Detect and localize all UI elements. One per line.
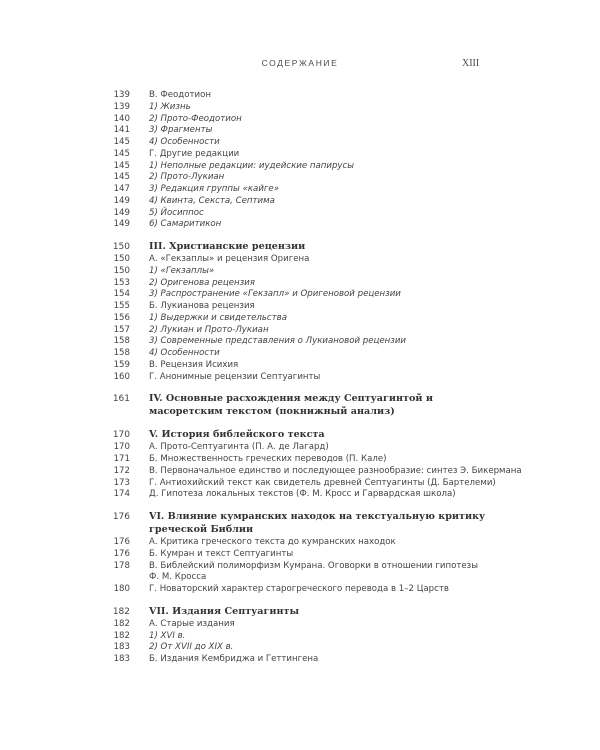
toc-entry [0, 289, 600, 301]
toc-entry [0, 466, 600, 478]
toc-page-number: 170 [113, 442, 130, 453]
toc-title: 2) Лукиан и Прото-Лукиан [149, 324, 269, 335]
toc-page-number: 159 [113, 359, 130, 370]
toc-title: Г. Другие редакции [149, 148, 240, 159]
toc-page-number: 176 [113, 537, 130, 547]
toc-entry [0, 184, 600, 196]
toc-title: Б. Множественность греческих переводов (П. Кале) [149, 454, 387, 464]
toc-page-number: 182 [113, 630, 130, 641]
toc-entry [0, 325, 600, 337]
toc-title: Б. Кумран и текст Септуагинты [149, 548, 294, 559]
toc-title: 2) Прото-Лукиан [149, 172, 225, 183]
toc-title: Г. Антиохийский текст как свидетель древней Септуагинты (Д. Бартелеми) [149, 477, 496, 488]
toc-page-number: 150 [113, 254, 130, 264]
toc-page-number: 149 [113, 207, 130, 218]
toc-entry [0, 313, 600, 325]
toc-entry [0, 631, 600, 643]
toc-chapter [0, 427, 600, 442]
toc-entry [0, 642, 600, 654]
toc-page-number: 141 [113, 125, 130, 136]
toc-page-number: 160 [113, 371, 130, 382]
toc-title: 3) Современные представления о Лукиановой рецензии [149, 336, 407, 347]
toc-page-number: 178 [113, 560, 130, 571]
toc-page-number: 172 [113, 465, 130, 476]
toc-title: 2) От XVII до XIX в. [149, 642, 234, 653]
toc-entry [0, 360, 600, 372]
toc-entry [0, 549, 600, 561]
toc-entry [0, 137, 600, 149]
toc-chapter-title: VII. Издания Септуагинты [149, 605, 300, 617]
toc-entry [0, 301, 600, 313]
toc-entry [0, 196, 600, 208]
toc-chapter-title: VI. Влияние кумранских находок на текстуальную критику греческой Библии [149, 511, 486, 535]
toc-page-number: 139 [113, 101, 130, 112]
toc-entry [0, 619, 600, 631]
toc-chapter [0, 239, 600, 254]
toc-title: Ф. М. Кросса [149, 572, 207, 583]
toc-title: 1) XVI в. [149, 630, 186, 641]
toc-title: А. Прото-Септуагинта (П. А. де Лагард) [149, 442, 329, 453]
toc-page-number: 182 [112, 606, 130, 617]
toc-chapter [0, 604, 600, 619]
toc-entry [0, 654, 600, 666]
toc-page-number: 157 [113, 324, 130, 335]
toc-page-number: 153 [113, 277, 130, 288]
toc-entry-continuation [0, 572, 600, 584]
toc-entry [0, 442, 600, 454]
toc-title: 3) Редакция группы «кайге» [149, 184, 280, 194]
toc-page-number: 139 [113, 90, 130, 100]
toc-entry [0, 114, 600, 126]
toc-title: 3) Распространение «Гекзапл» и Оригеновой рецензии [149, 289, 401, 300]
toc-page-number: 161 [112, 394, 130, 405]
toc-page-number: 140 [113, 113, 130, 124]
toc-chapter [0, 391, 600, 419]
toc-title: 4) Особенности [149, 348, 220, 358]
toc-title: 2) Оригенова рецензия [149, 277, 255, 288]
toc-title: А. Старые издания [149, 618, 235, 629]
toc-page-number: 174 [113, 489, 130, 500]
toc-entry [0, 208, 600, 220]
toc-page-number: 173 [113, 477, 130, 488]
toc-page-number: 183 [113, 654, 130, 664]
toc-title: В. Феодотион [149, 90, 211, 100]
toc-entry [0, 348, 600, 360]
table-of-contents [0, 90, 600, 666]
toc-page-number: 149 [113, 195, 130, 206]
toc-title: 6) Самаритикон [149, 219, 222, 230]
toc-entry [0, 537, 600, 549]
toc-page-number: 182 [113, 618, 130, 629]
toc-title: А. «Гекзаплы» и рецензия Оригена [149, 254, 310, 264]
toc-page-number: 147 [113, 184, 130, 194]
toc-title: В. Библейский полиморфизм Кумрана. Оговорки в отношении гипотезы [149, 560, 478, 571]
toc-entry [0, 219, 600, 231]
toc-entry [0, 102, 600, 114]
toc-entry [0, 125, 600, 137]
toc-entry [0, 336, 600, 348]
toc-chapter-title: IV. Основные расхождения между Септуагинтой и масоретским текстом (покнижный анализ) [149, 393, 433, 418]
toc-page-number: 180 [113, 584, 130, 594]
toc-entry [0, 454, 600, 466]
toc-entry [0, 90, 600, 102]
toc-title: 1) «Гекзаплы» [149, 265, 215, 276]
toc-title: 2) Прото-Феодотион [149, 113, 242, 124]
toc-page-number: 171 [113, 454, 130, 464]
toc-page-number: 158 [113, 348, 130, 358]
toc-title: Д. Гипотеза локальных текстов (Ф. М. Кросс и Гарвардская школа) [149, 489, 456, 500]
toc-entry [0, 172, 600, 184]
toc-title: Г. Анонимные рецензии Септуагинты [149, 371, 321, 382]
toc-page-number: 150 [113, 265, 130, 276]
toc-page-number: 145 [113, 160, 130, 171]
toc-title: 4) Квинта, Секста, Септима [149, 195, 275, 206]
toc-title: Г. Новаторский характер старогреческого перевода в 1–2 Царств [149, 584, 449, 594]
toc-title: В. Первоначальное единство и последующее разнообразие: синтез Э. Бикермана [149, 465, 522, 476]
toc-title: 4) Особенности [149, 137, 220, 147]
toc-entry [0, 266, 600, 278]
toc-entry [0, 254, 600, 266]
toc-title: А. Критика греческого текста до кумранских находок [149, 537, 396, 547]
toc-title: Б. Издания Кембриджа и Геттингена [149, 654, 319, 664]
toc-page-number: 149 [113, 219, 130, 230]
toc-page-number: 156 [113, 312, 130, 323]
toc-entry [0, 489, 600, 501]
toc-entry [0, 584, 600, 596]
toc-page-number: 145 [113, 148, 130, 159]
toc-title: 1) Выдержки и свидетельства [149, 312, 287, 323]
toc-title: 5) Йосиппос [149, 207, 204, 218]
running-title: СОДЕРЖАНИЕ [261, 58, 339, 68]
toc-entry [0, 149, 600, 161]
toc-chapter-title: III. Христианские рецензии [149, 241, 306, 252]
toc-page-number: 176 [113, 548, 130, 559]
toc-page-number: 155 [113, 301, 130, 311]
toc-page-number: 158 [113, 336, 130, 347]
toc-title: 1) Неполные редакции: иудейские папирусы [149, 160, 355, 171]
toc-title: 3) Фрагменты [149, 125, 213, 136]
toc-entry [0, 561, 600, 573]
toc-chapter [0, 509, 600, 537]
toc-title: В. Рецензия Исихия [149, 359, 239, 370]
toc-page-number: 183 [113, 642, 130, 653]
toc-page-number: 154 [113, 289, 130, 300]
page-number: XIII [462, 58, 480, 69]
toc-chapter-title: V. История библейского текста [149, 429, 325, 441]
toc-title: 1) Жизнь [149, 101, 191, 112]
toc-entry [0, 161, 600, 173]
toc-page-number: 145 [113, 172, 130, 183]
toc-page-number: 176 [112, 512, 130, 522]
toc-page-number: 150 [112, 242, 130, 252]
toc-page-number: 145 [113, 137, 130, 147]
toc-entry [0, 372, 600, 384]
toc-entry [0, 478, 600, 490]
toc-title: Б. Лукианова рецензия [149, 301, 255, 311]
toc-page-number: 170 [112, 430, 130, 441]
toc-entry [0, 278, 600, 290]
